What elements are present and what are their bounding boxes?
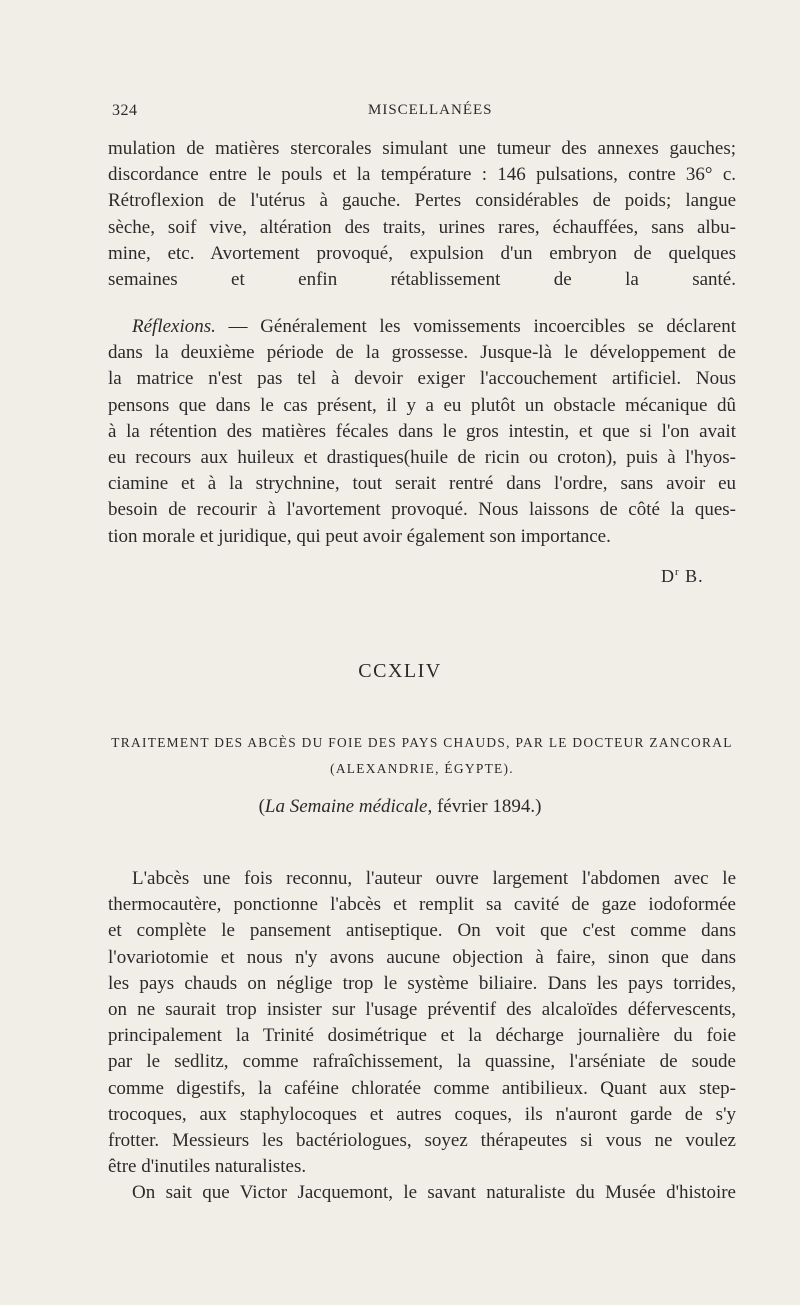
page-header [108, 102, 736, 124]
text-line: on ne saurait trop insister sur l'usage préventif des alcaloïdes défervescents, [108, 999, 736, 1021]
text-line: frotter. Messieurs les bactériologues, soyez thérapeutes si vous ne voulez [108, 1130, 736, 1152]
reflexions-paragraph [108, 314, 736, 550]
text-line: pensons que dans le cas présent, il y a eu plutôt un obstacle mécanique dû [108, 394, 736, 416]
chapter-number: CCXLIV [358, 660, 442, 682]
text-line: eu recours aux huileux et drastiques(huile de ricin ou croton), puis à l'hyos- [108, 447, 736, 469]
text-line [108, 314, 736, 340]
text-line: mine, etc. Avortement provoqué, expulsion d'un embryon de quelques [108, 242, 736, 264]
text-line: être d'inutiles naturalistes. [108, 1156, 307, 1178]
text-line: sèche, soif vive, altération des traits, urines rares, échauffées, sans albu- [108, 216, 736, 238]
text-line: comme digestifs, la caféine chloratée comme antibilieux. Quant aux step- [108, 1077, 736, 1099]
article-title-line: TRAITEMENT DES ABCÈS DU FOIE DES PAYS CHAUDS, PAR LE DOCTEUR ZANCORAL [111, 735, 733, 750]
text-line: dans la deuxième période de la grossesse. Jusque-là le développement de [108, 342, 736, 364]
continuation-paragraph [108, 136, 736, 293]
text-line: tion morale et juridique, qui peut avoir également son importance. [108, 525, 611, 547]
text-line: par le sedlitz, comme rafraîchissement, la quassine, l'arséniate de soude [108, 1051, 736, 1073]
source-citation: (La Semaine médicale, février 1894.) [258, 796, 542, 817]
text-line: Rétroflexion de l'utérus à gauche. Pertes considérables de poids; langue [108, 190, 736, 212]
article-title-line: (ALEXANDRIE, ÉGYPTE). [330, 761, 514, 776]
reflexions-label: Réflexions. [132, 316, 216, 337]
reflexions-first-line: — Généralement les vomissements incoercibles se déclarent [215, 316, 736, 337]
text-line: semaines et enfin rétablissement de la santé. [108, 269, 736, 291]
signature: $D^r$ B. [661, 566, 704, 586]
text-line: les pays chauds on néglige trop le système biliaire. Dans les pays torrides, [108, 972, 736, 994]
text-line: principalement la Trinité dosimétrique et la décharge journalière du foie [108, 1025, 736, 1047]
text-line: mulation de matières stercorales simulant une tumeur des annexes gauches; [108, 138, 736, 159]
text-line: à la rétention des matières fécales dans le gros intestin, et que si l'on avait [108, 420, 736, 442]
article-title [108, 730, 736, 782]
text-line: L'abcès une fois reconnu, l'auteur ouvre largement l'abdomen avec le [132, 868, 736, 889]
text-line: trocoques, aux staphylocoques et autres coques, ils n'auront garde de s'y [108, 1103, 736, 1125]
page-number: 324 [112, 102, 138, 119]
text-line: la matrice n'est pas tel à devoir exiger l'accouchement artificiel. Nous [108, 368, 736, 390]
text-line: discordance entre le pouls et la température : 146 pulsations, contre 36° c. [108, 164, 736, 186]
text-line: thermocautère, ponctionne l'abcès et remplit sa cavité de gaze iodoformée [108, 894, 736, 916]
text-line: besoin de recourir à l'avortement provoqué. Nous laissons de côté la ques- [108, 499, 736, 521]
text-line: On sait que Victor Jacquemont, le savant naturaliste du Musée d'histoire [132, 1182, 736, 1204]
text-line: ciamine et à la strychnine, tout serait rentré dans l'ordre, sans avoir eu [108, 473, 736, 495]
text-line: l'ovariotomie et nous n'y avons aucune objection à faire, sinon que dans [108, 946, 736, 968]
running-title: MISCELLANÉES [368, 102, 493, 118]
journal-name: La Semaine médicale [264, 796, 428, 817]
text-line: et complète le pansement antiseptique. On voit que c'est comme dans [108, 920, 736, 942]
body-paragraph [108, 866, 736, 1207]
